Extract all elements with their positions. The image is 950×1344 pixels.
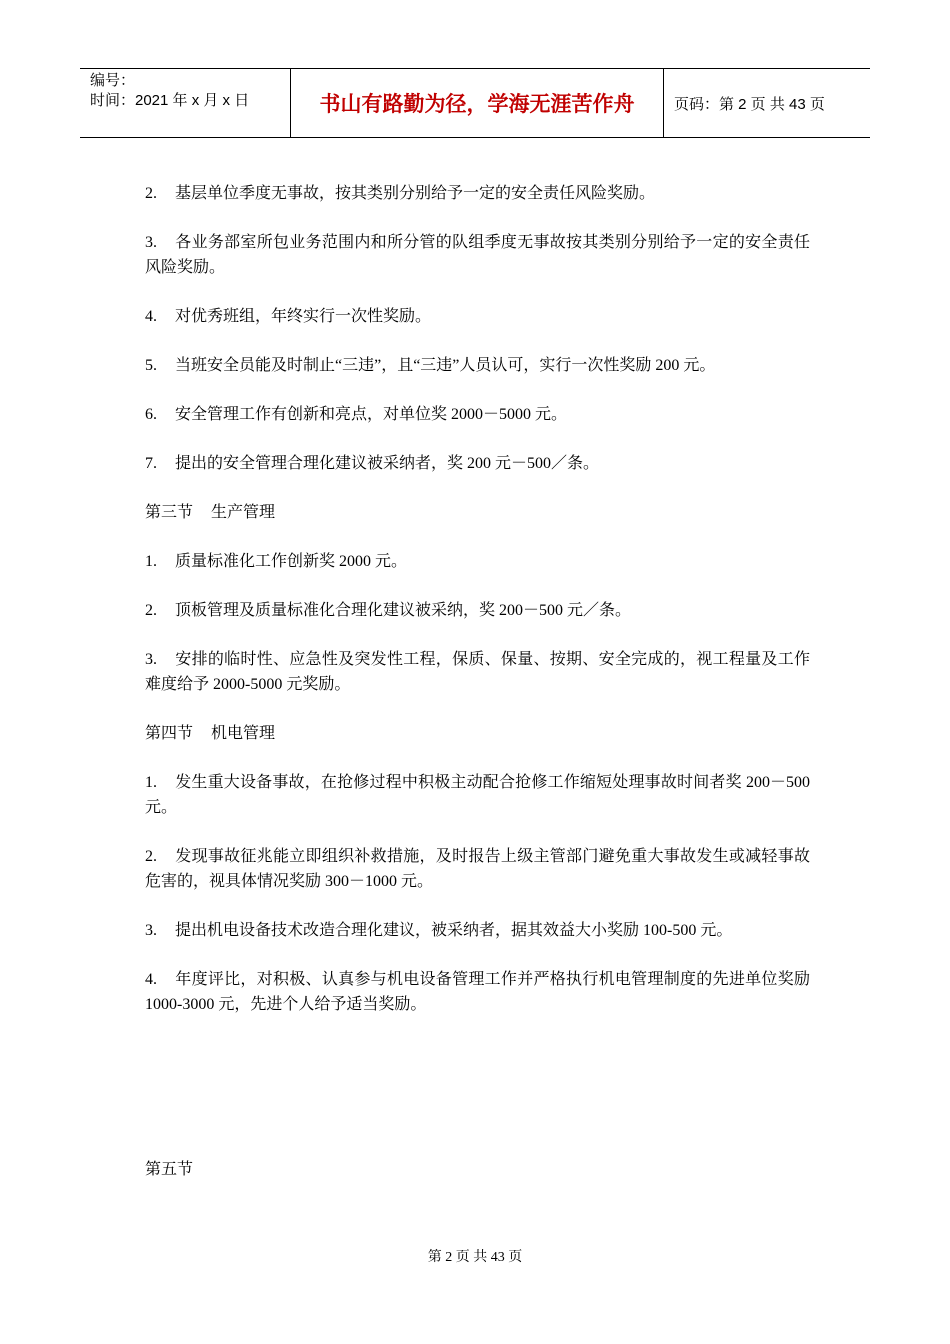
page-header (80, 68, 870, 138)
list-item: 3. 各业务部室所包业务范围内和所分管的队组季度无事故按其类别分别给予一定的安全责任风险奖励。 (145, 234, 810, 276)
section-heading-production (145, 500, 810, 525)
header-motto: 书山有路勤为径，学海无涯苦作舟 (291, 69, 664, 137)
list-item: 1. 发生重大设备事故，在抢修过程中积极主动配合抢修工作缩短处理事故时间者奖 200－500 元。 (145, 774, 810, 816)
section-label: 第四节 (145, 725, 194, 742)
header-meta (80, 69, 291, 137)
list-item: 2. 基层单位季度无事故，按其类别分别给予一定的安全责任风险奖励。 (145, 185, 656, 202)
list-item: 6. 安全管理工作有创新和亮点，对单位奖 2000－5000 元。 (145, 406, 568, 423)
list-item: 4. 对优秀班组，年终实行一次性奖励。 (145, 308, 432, 325)
time-label: 时间：2021 年 x 月 x 日 (90, 92, 250, 109)
number-label: 编号： (90, 72, 136, 89)
section-label: 第三节 (145, 504, 194, 521)
list-item: 7. 提出的安全管理合理化建议被采纳者，奖 200 元－500／条。 (145, 455, 600, 472)
document-body (145, 181, 810, 1041)
list-item: 1. 质量标准化工作创新奖 2000 元。 (145, 553, 408, 570)
list-item: 5. 当班安全员能及时制止“三违”，且“三违”人员认可，实行一次性奖励 200 元。 (145, 357, 716, 374)
header-page-label: 页码：第 2 页 共 43 页 (674, 95, 825, 113)
section-title: 生产管理 (211, 504, 276, 521)
section-title: 机电管理 (211, 725, 276, 742)
section-heading-fifth: 第五节 (145, 1161, 194, 1178)
section-heading-electromechanical (145, 721, 810, 746)
list-item: 3. 提出机电设备技术改造合理化建议，被采纳者，据其效益大小奖励 100-500 元。 (145, 922, 733, 939)
list-item: 2. 顶板管理及质量标准化合理化建议被采纳，奖 200－500 元／条。 (145, 602, 632, 619)
list-item: 2. 发现事故征兆能立即组织补救措施，及时报告上级主管部门避免重大事故发生或减轻事故危害的，视具体情况奖励 300－1000 元。 (145, 848, 810, 890)
list-item: 3. 安排的临时性、应急性及突发性工程，保质、保量、按期、安全完成的，视工程量及工作难度给予 2000-5000 元奖励。 (145, 651, 810, 693)
list-item: 4. 年度评比，对积极、认真参与机电设备管理工作并严格执行机电管理制度的先进单位奖励 1000-3000 元，先进个人给予适当奖励。 (145, 971, 810, 1013)
page-footer: 第 2 页 共 43 页 (427, 1250, 523, 1265)
